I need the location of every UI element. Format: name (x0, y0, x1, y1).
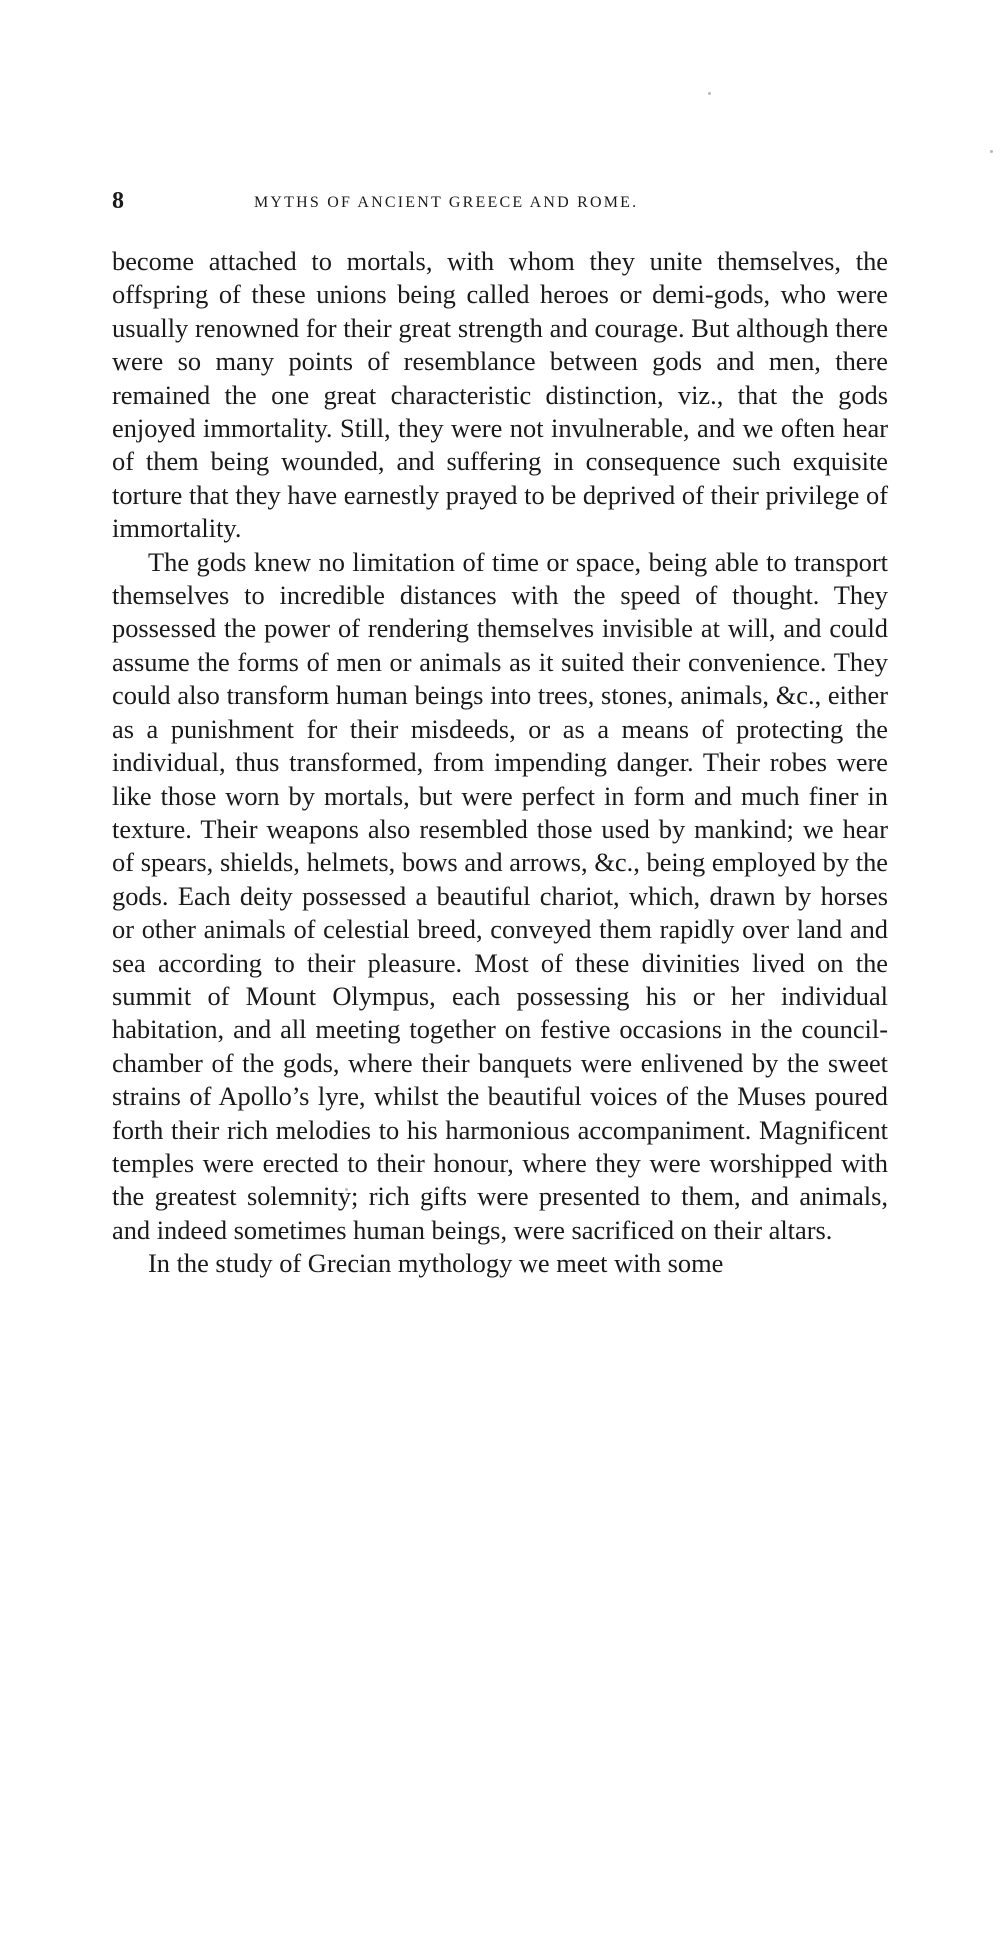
page-number: 8 (112, 188, 124, 214)
paragraph-gods-powers: The gods knew no limitation of time or space, being able to transport themselves to incredible distances with the speed of thought. They possessed the power of rendering themselves invisible at will, and could assume the forms of men or animals as it suited their convenience. They could also transform human beings into trees, stones, animals, &c., either as a punishment for their misdeeds, or as a means of protecting the individual, thus transformed, from impending danger. Their robes were like those worn by mortals, but were perfect in form and much finer in texture. Their weapons also resembled those used by mankind; we hear of spears, shields, helmets, bows and arrows, &c., being employed by the gods. Each deity possessed a beautiful chariot, which, drawn by horses or other animals of celestial breed, conveyed them rapidly over land and sea according to their pleasure. Most of these divinities lived on the summit of Mount Olympus, each possessing his or her individual habitation, and all meeting together on festive occasions in the council-chamber of the gods, where their banquets were enlivened by the sweet strains of Apollo’s lyre, whilst the beautiful voices of the Muses poured forth their rich melodies to his harmonious accompaniment. Magnificent temples were erected to their honour, where they were worshipped with the greatest solemnity; rich gifts were presented to them, and animals, and indeed sometimes human beings, were sacrificed on their altars. (112, 546, 888, 1245)
body-text (112, 245, 888, 1281)
running-head: MYTHS OF ANCIENT GREECE AND ROME. (254, 194, 639, 211)
paragraph-grecian-mythology: In the study of Grecian mythology we meet with some (148, 1248, 724, 1279)
paragraph-continuation: become attached to mortals, with whom they unite themselves, the offspring of these unions being called heroes or demi-gods, who were usually renowned for their great strength and courage. But although there were so many points of resemblance between gods and men, there remained the one great characteristic distinction, viz., that the gods enjoyed immortality. Still, they were not invulnerable, and we often hear of them being wounded, and suffering in consequence such exquisite torture that they have earnestly prayed to be deprived of their privilege of immortality. (112, 246, 888, 544)
paper-speck (990, 150, 993, 153)
paper-speck (708, 92, 711, 95)
page-header (112, 186, 892, 216)
